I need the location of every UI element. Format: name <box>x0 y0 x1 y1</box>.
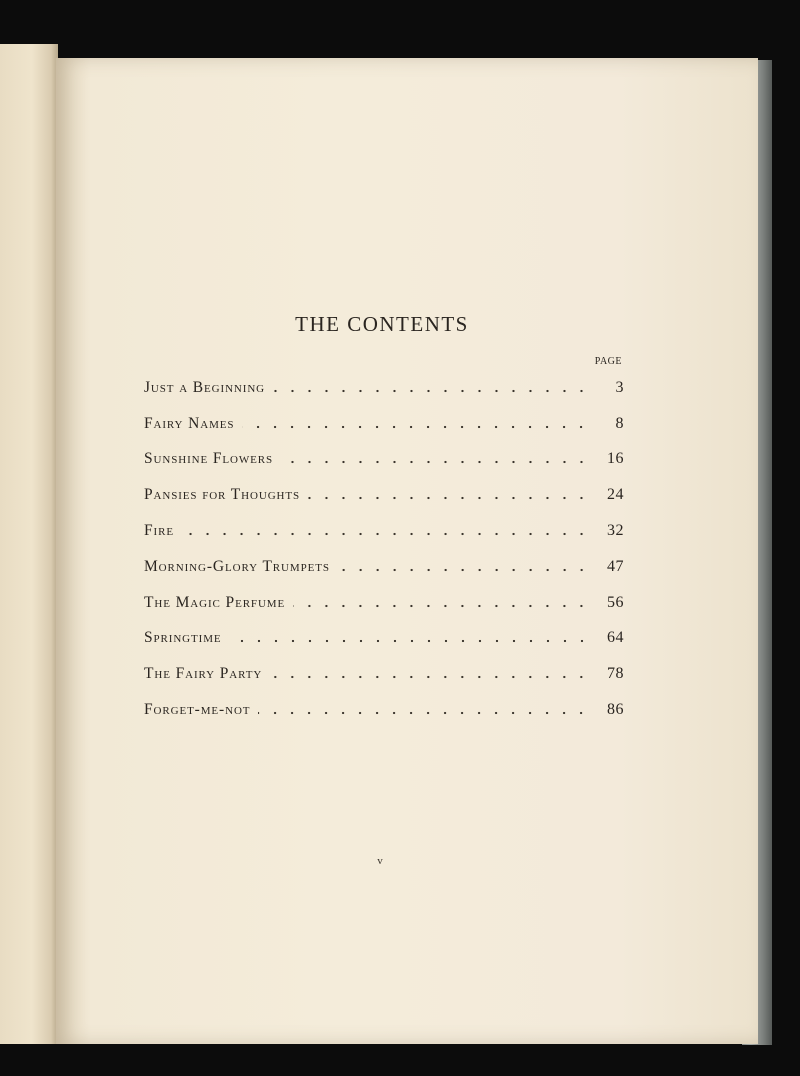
dot-leader <box>308 491 590 505</box>
page-folio: v <box>377 855 383 867</box>
entry-title: Sunshine Flowers <box>144 450 274 468</box>
entry-title: Fairy Names <box>144 414 235 432</box>
dot-leader <box>273 384 590 398</box>
entry-title: Pansies for Thoughts <box>144 486 301 504</box>
entry-title: Just a Beginning <box>144 378 266 396</box>
dot-leader <box>293 599 590 613</box>
dot-leader <box>182 527 590 541</box>
contents-entry <box>144 549 624 585</box>
contents-entry <box>144 406 624 442</box>
contents-list <box>144 370 624 728</box>
entry-page-number: 16 <box>607 450 624 468</box>
entry-page-number: 64 <box>607 629 624 647</box>
entry-title: Springtime <box>144 629 222 647</box>
dot-leader <box>338 563 590 577</box>
left-page <box>0 44 58 1044</box>
dot-leader <box>242 420 590 434</box>
entry-page-number: 8 <box>615 414 624 432</box>
contents-entry <box>144 442 624 478</box>
entry-title: The Fairy Party <box>144 665 263 683</box>
page-column-header: PAGE <box>594 356 622 367</box>
entry-page-number: 47 <box>607 557 624 575</box>
dot-leader <box>258 706 590 720</box>
entry-page-number: 78 <box>607 665 624 683</box>
dot-leader <box>270 670 590 684</box>
contents-entry <box>144 621 624 657</box>
contents-entry <box>144 692 624 728</box>
contents-entry <box>144 656 624 692</box>
page-title: THE CONTENTS <box>295 312 469 336</box>
contents-entry <box>144 513 624 549</box>
contents-entry <box>144 477 624 513</box>
contents-entry <box>144 585 624 621</box>
entry-page-number: 56 <box>607 593 624 611</box>
entry-page-number: 86 <box>607 701 624 719</box>
contents-entry <box>144 370 624 406</box>
dot-leader <box>230 634 590 648</box>
entry-page-number: 24 <box>607 486 624 504</box>
entry-page-number: 32 <box>607 522 624 540</box>
entry-page-number: 3 <box>615 378 624 396</box>
entry-title: Forget-me-not <box>144 701 251 719</box>
entry-title: Fire <box>144 522 174 540</box>
entry-title: The Magic Perfume <box>144 593 286 611</box>
entry-title: Morning-Glory Trumpets <box>144 557 330 575</box>
dot-leader <box>281 455 590 469</box>
